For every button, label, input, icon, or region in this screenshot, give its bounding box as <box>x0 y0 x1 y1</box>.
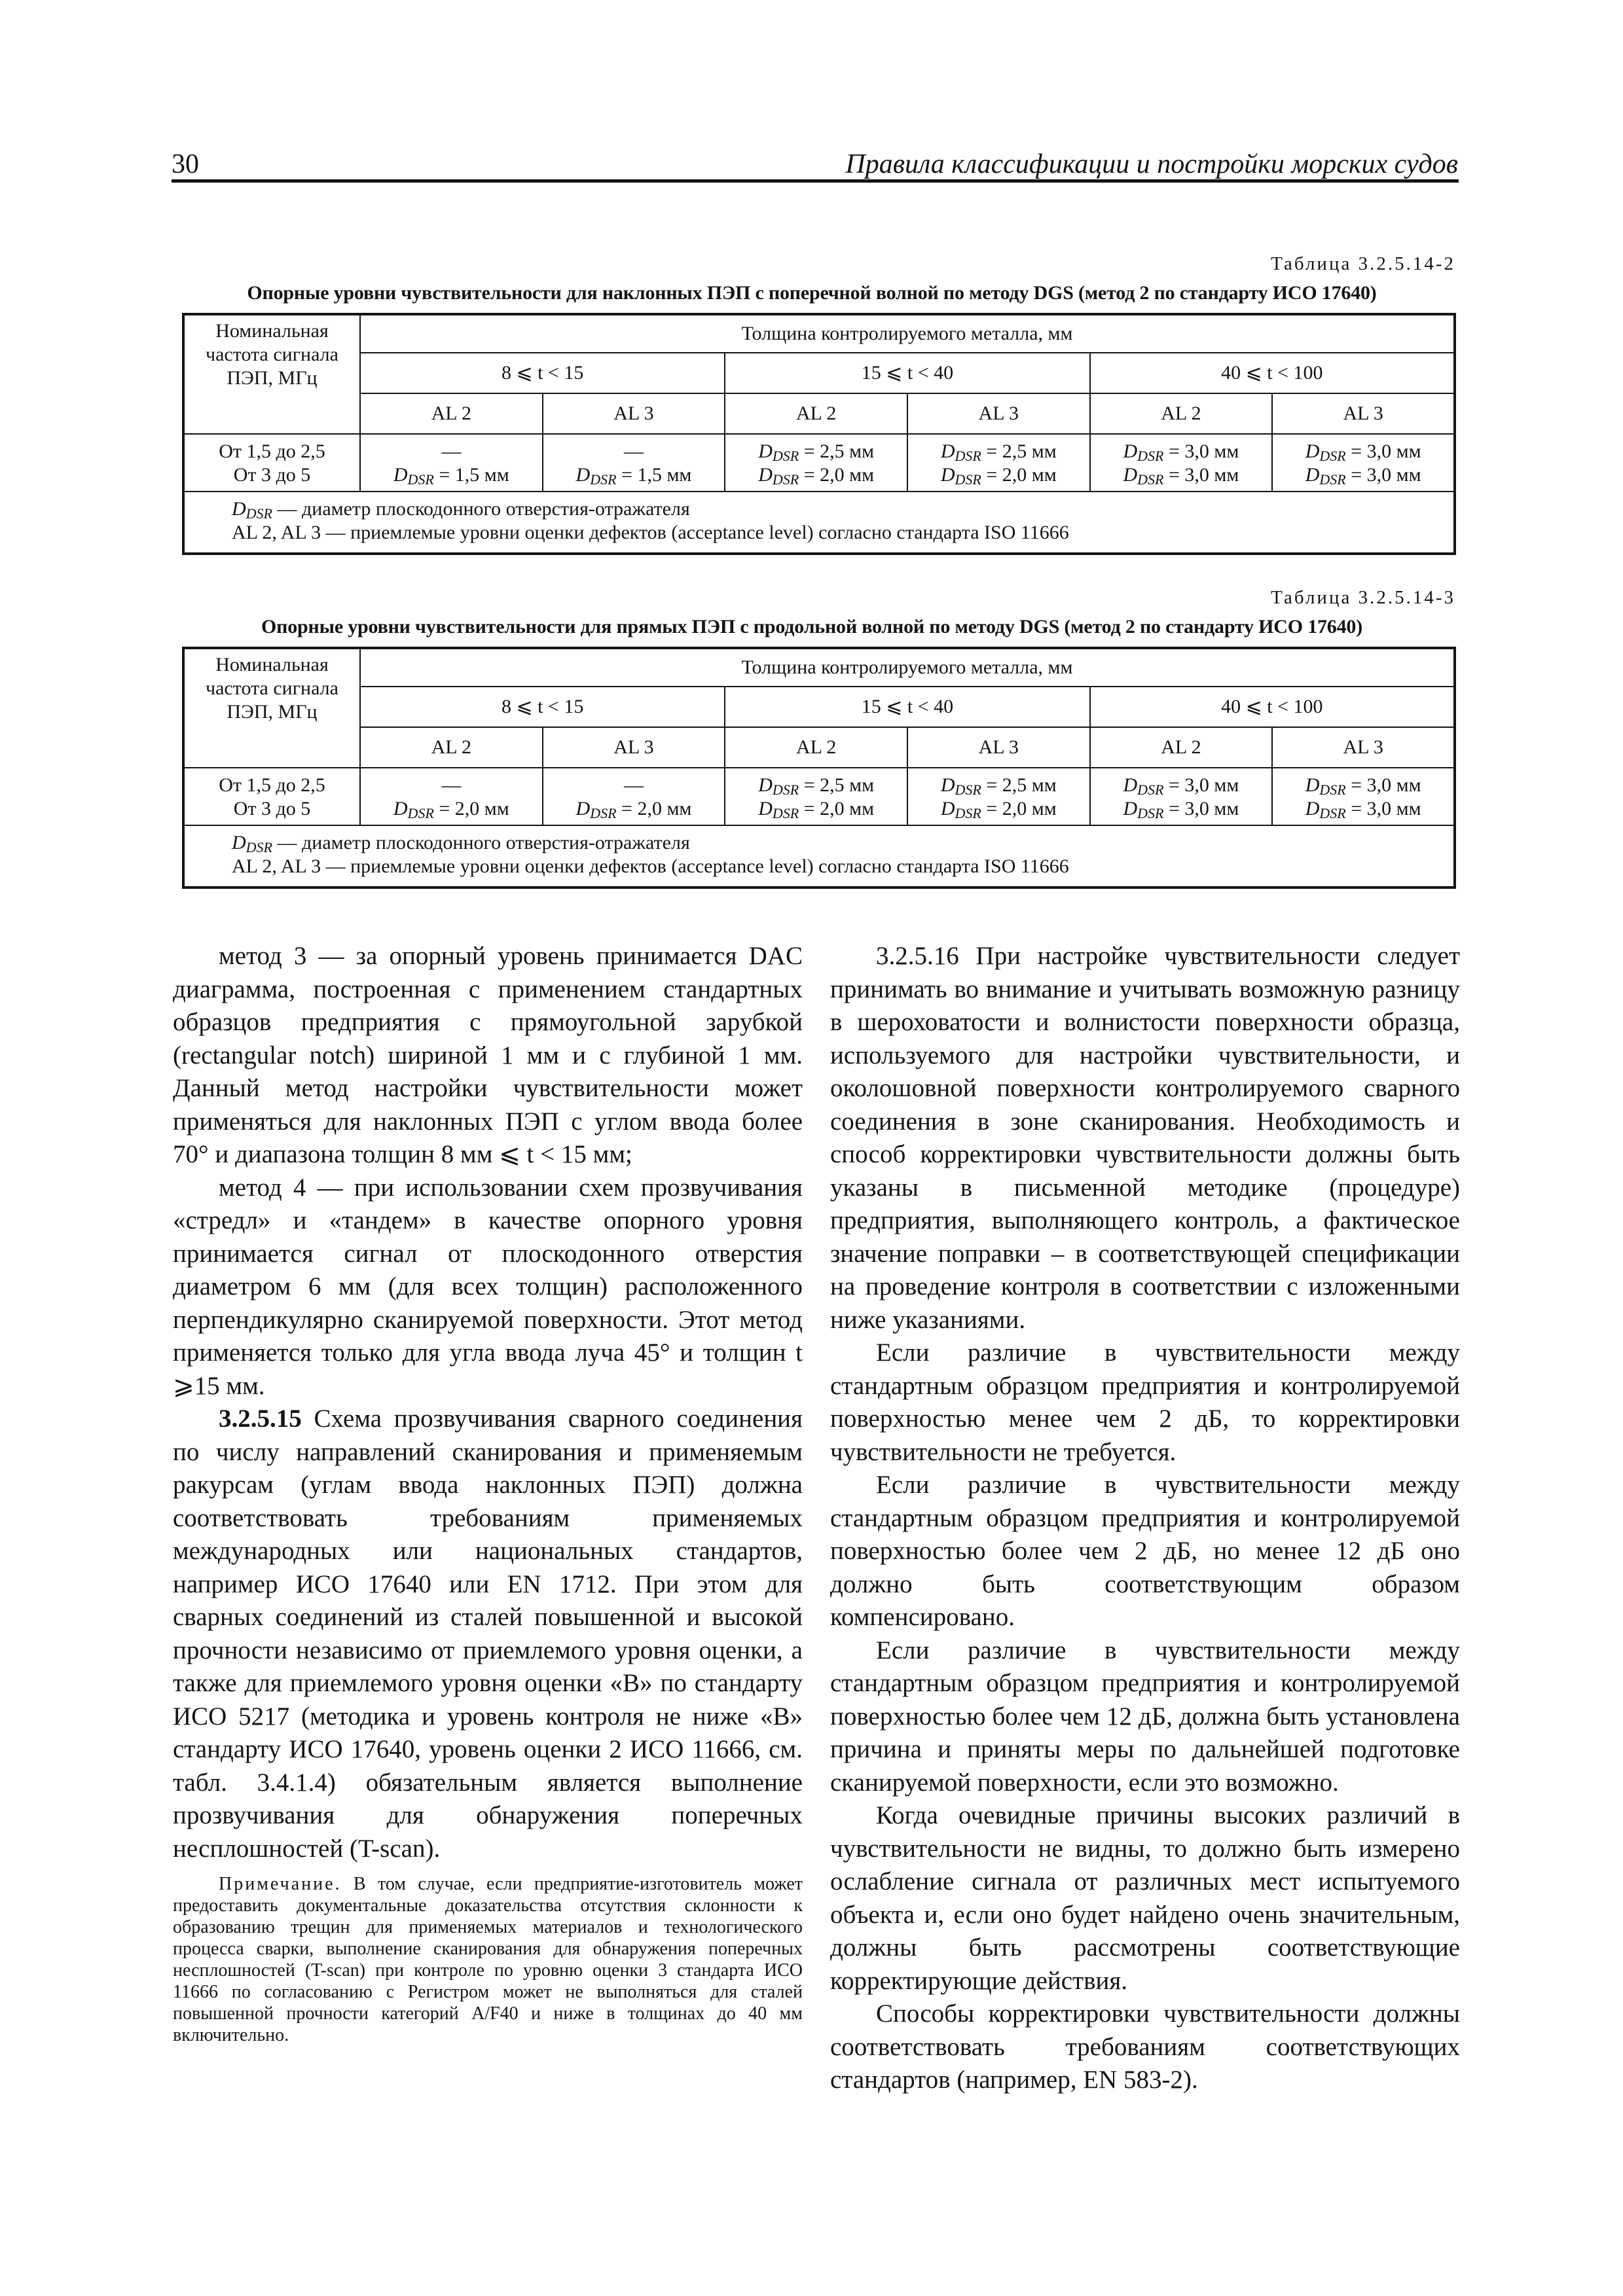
dsr-subscript: DSR <box>590 805 617 821</box>
dsr-subscript: DSR <box>1319 805 1346 821</box>
dsr-subscript: DSR <box>1319 448 1346 464</box>
table1-cell: — $D_{DSR} = 1,5$ мм <box>360 434 543 492</box>
table2-group-header: Толщина контролируемого металла, мм <box>360 648 1455 687</box>
dsr-subscript: DSR <box>955 805 981 821</box>
dsr-symbol: D <box>758 440 773 462</box>
table1-footnote: $D_{DSR}$ — диаметр плоскодонного отверстия-отражателя AL 2, AL 3 — приемлемые уровни оценки дефектов (acceptance level) согласно стандарта ISO 11666 <box>183 492 1455 554</box>
dsr-subscript: DSR <box>1137 471 1164 488</box>
table2-level: AL 3 <box>907 727 1090 768</box>
dsr-symbol: D <box>1305 464 1320 486</box>
table2-cell: $D_{DSR} = 3,0$ мм $D_{DSR} = 3,0$ мм <box>1272 768 1455 825</box>
dsr-symbol: D <box>232 498 246 520</box>
table2-cell: $D_{DSR} = 2,5$ мм $D_{DSR} = 2,0$ мм <box>907 768 1090 825</box>
paragraph-method-3: метод 3 — за опорный уровень принимается DAC диаграмма, построенная с применением стандартных образцов предприятия с прямоугольной зарубкой (rectangular notch) шириной 1 мм и с глубиной 1 мм. Данный метод настройки чувствительности может применяться для наклонных ПЭП с углом ввода более 70° и диапазона толщин 8 мм ⩽ t < 15 мм; <box>173 942 803 1168</box>
table1-cell: $D_{DSR} = 2,5$ мм $D_{DSR} = 2,0$ мм <box>907 434 1090 492</box>
paragraph-3-2-5-16: 3.2.5.16 При настройке чувствительности следует принимать во внимание и учитывать возможную разницу в шероховатости и волнистости поверхности образца, используемого для настройки чувствительности, и околошовной поверхности контролируемого сварного соединения в зоне сканирования. Необходимость и способ корректировки чувствительности должны быть указаны в письменной методике (процедуре) предприятия, выполняющего контроль, а фактическое значение поправки – в соответствующей спецификации на проведение контроля в соответствии с изложенными ниже указаниями. <box>830 942 1460 1334</box>
header-rule <box>172 179 1459 183</box>
table1-cell: — $D_{DSR} = 1,5$ мм <box>543 434 725 492</box>
paragraph-less-2db: Если различие в чувствительности между стандартным образцом предприятия и контролируемой поверхностью менее чем 2 дБ, то корректировки чувствительности не требуется. <box>830 1338 1460 1466</box>
dsr-subscript: DSR <box>772 805 799 821</box>
dsr-subscript: DSR <box>1137 448 1164 464</box>
table2-cell: $D_{DSR} = 2,5$ мм $D_{DSR} = 2,0$ мм <box>725 768 907 825</box>
dsr-subscript: DSR <box>246 839 272 855</box>
dsr-subscript: DSR <box>590 471 617 488</box>
page-number: 30 <box>172 149 199 179</box>
dsr-subscript: DSR <box>1319 471 1346 488</box>
table1 <box>182 313 1456 555</box>
right-column <box>830 940 1460 2097</box>
table1-row-header: Номинальная частота сигнала ПЭП, МГц <box>183 314 360 434</box>
paragraph-correction-methods: Способы корректировки чувствительности должны соответствовать требованиям соответствующих стандартов (например, EN 583-2). <box>830 2000 1460 2094</box>
table2-cell: — $D_{DSR} = 2,0$ мм <box>360 768 543 825</box>
paragraph-2-12db: Если различие в чувствительности между стандартным образцом предприятия и контролируемой поверхностью более чем 2 дБ, но менее 12 дБ оно должно быть соответствующим образом компенсировано. <box>830 1471 1460 1631</box>
dsr-subscript: DSR <box>955 781 981 798</box>
dsr-subscript: DSR <box>246 505 272 522</box>
table2-footnote: $D_{DSR}$ — диаметр плоскодонного отверстия-отражателя AL 2, AL 3 — приемлемые уровни оценки дефектов (acceptance level) согласно стандарта ISO 11666 <box>183 825 1455 888</box>
dsr-symbol: D <box>232 832 246 853</box>
table2-label: Таблица 3.2.5.14-3 <box>1271 587 1455 608</box>
table1-cell: $D_{DSR} = 3,0$ мм $D_{DSR} = 3,0$ мм <box>1090 434 1273 492</box>
paragraph-method-4: метод 4 — при использовании схем прозвучивания «стредл» и «тандем» в качестве опорного уровня принимается сигнал от плоскодонного отверстия диаметром 6 мм (для всех толщин) расположенного перпендикулярно сканируемой поверхности. Этот метод применяется только для угла ввода луча 45° и толщин t ⩾15 мм. <box>173 1173 803 1400</box>
table2-range: 40 ⩽ t < 100 <box>1090 687 1455 727</box>
dsr-symbol: D <box>758 464 773 486</box>
dsr-symbol: D <box>575 464 591 486</box>
dsr-symbol: D <box>1305 798 1320 819</box>
dsr-symbol: D <box>1305 774 1320 796</box>
table1-level: AL 2 <box>1090 393 1273 434</box>
table1-level: AL 3 <box>907 393 1090 434</box>
dsr-symbol: D <box>1123 440 1138 462</box>
dsr-symbol: D <box>940 774 955 796</box>
table1-range: 40 ⩽ t < 100 <box>1090 353 1455 393</box>
dsr-subscript: DSR <box>955 471 981 488</box>
table1-caption: Опорные уровни чувствительности для наклонных ПЭП с поперечной волной по методу DGS (метод 2 по стандарту ИСО 17640) <box>247 282 1377 304</box>
dsr-symbol: D <box>940 464 955 486</box>
paragraph-no-obvious-causes: Когда очевидные причины высоких различий в чувствительности не видны, то должно быть измерено ослабление сигнала от различных мест испытуемого объекта и, если оно будет найдено очень значительным, должны быть рассмотрены соответствующие корректирующие действия. <box>830 1801 1460 1995</box>
dsr-symbol: D <box>393 464 408 486</box>
table2-caption: Опорные уровни чувствительности для прямых ПЭП с продольной волной по методу DGS (метод 2 по стандарту ИСО 17640) <box>261 616 1362 637</box>
table1-freq-cell: От 1,5 до 2,5 От 3 до 5 <box>183 434 360 492</box>
dsr-subscript: DSR <box>772 471 799 488</box>
table1-cell: $D_{DSR} = 3,0$ мм $D_{DSR} = 3,0$ мм <box>1272 434 1455 492</box>
table1-level: AL 3 <box>543 393 725 434</box>
table1-level: AL 3 <box>1272 393 1455 434</box>
dsr-symbol: D <box>1305 440 1320 462</box>
table1-group-header: Толщина контролируемого металла, мм <box>360 314 1455 353</box>
dsr-symbol: D <box>1123 798 1138 819</box>
dsr-symbol: D <box>940 440 955 462</box>
dsr-subscript: DSR <box>407 471 434 488</box>
running-title: Правила классификации и постройки морских судов <box>845 149 1458 179</box>
table2-level: AL 2 <box>1090 727 1273 768</box>
table2-level: AL 2 <box>725 727 907 768</box>
table2-level: AL 2 <box>360 727 543 768</box>
dsr-symbol: D <box>758 774 773 796</box>
dsr-subscript: DSR <box>1137 805 1164 821</box>
dsr-symbol: D <box>575 798 591 819</box>
table2-cell: $D_{DSR} = 3,0$ мм $D_{DSR} = 3,0$ мм <box>1090 768 1273 825</box>
table1-range: 8 ⩽ t < 15 <box>360 353 725 393</box>
note-paragraph: Примечание. В том случае, если предприятие-изготовитель может предоставить документальные доказательства отсутствия склонности к образованию трещин для применяемых материалов и технологического процесса сварки, выполнение сканирования для обнаружения поперечных несплошностей (T-scan) при контроле по уровню оценки 3 стандарта ИСО 11666 по согласованию с Регистром может не выполняться для сталей повышенной прочности категорий A/F40 и ниже в толщинах до 40 мм включительно. <box>173 1874 803 2045</box>
paragraph-more-12db: Если различие в чувствительности между стандартным образцом предприятия и контролируемой поверхностью более чем 12 дБ, должна быть установлена причина и приняты меры по дальнейшей подготовке сканируемой поверхности, если это возможно. <box>830 1636 1460 1797</box>
dsr-symbol: D <box>940 798 955 819</box>
table1-level: AL 2 <box>725 393 907 434</box>
table2 <box>182 647 1456 889</box>
left-column <box>173 940 803 2046</box>
dsr-symbol: D <box>1123 464 1138 486</box>
table2-level: AL 3 <box>543 727 725 768</box>
dsr-subscript: DSR <box>1319 781 1346 798</box>
note-lead: Примечание. <box>219 1874 342 1894</box>
dsr-symbol: D <box>758 798 773 819</box>
dsr-subscript: DSR <box>772 448 799 464</box>
table2-row-header: Номинальная частота сигнала ПЭП, МГц <box>183 648 360 768</box>
dsr-subscript: DSR <box>772 781 799 798</box>
dsr-subscript: DSR <box>955 448 981 464</box>
table1-level: AL 2 <box>360 393 543 434</box>
table2-range: 8 ⩽ t < 15 <box>360 687 725 727</box>
dsr-subscript: DSR <box>1137 781 1164 798</box>
section-number: 3.2.5.15 <box>219 1405 302 1433</box>
table1-cell: $D_{DSR} = 2,5$ мм $D_{DSR} = 2,0$ мм <box>725 434 907 492</box>
paragraph-3-2-5-15: 3.2.5.15 Схема прозвучивания сварного соединения по числу направлений сканирования и применяемым ракурсам (углам ввода наклонных ПЭП) должна соответствовать требованиям применяемых международных или национальных стандартов, например ИСО 17640 или EN 1712. При этом для сварных соединений из сталей повышенной и высокой прочности независимо от приемлемого уровня оценки, а также для приемлемого уровня оценки «B» по стандарту ИСО 5217 (методика и уровень контроля не ниже «B» стандарту ИСО 17640, уровень оценки 2 ИСО 11666, см. табл. 3.4.1.4) обязательным является выполнение прозвучивания для обнаружения поперечных несплошностей (T-scan). <box>173 1405 803 1863</box>
table2-freq-cell: От 1,5 до 2,5 От 3 до 5 <box>183 768 360 825</box>
dsr-symbol: D <box>393 798 408 819</box>
table1-range: 15 ⩽ t < 40 <box>725 353 1089 393</box>
table1-label: Таблица 3.2.5.14-2 <box>1271 253 1455 274</box>
table2-level: AL 3 <box>1272 727 1455 768</box>
dsr-symbol: D <box>1123 774 1138 796</box>
table2-range: 15 ⩽ t < 40 <box>725 687 1089 727</box>
dsr-subscript: DSR <box>407 805 434 821</box>
table2-cell: — $D_{DSR} = 2,0$ мм <box>543 768 725 825</box>
